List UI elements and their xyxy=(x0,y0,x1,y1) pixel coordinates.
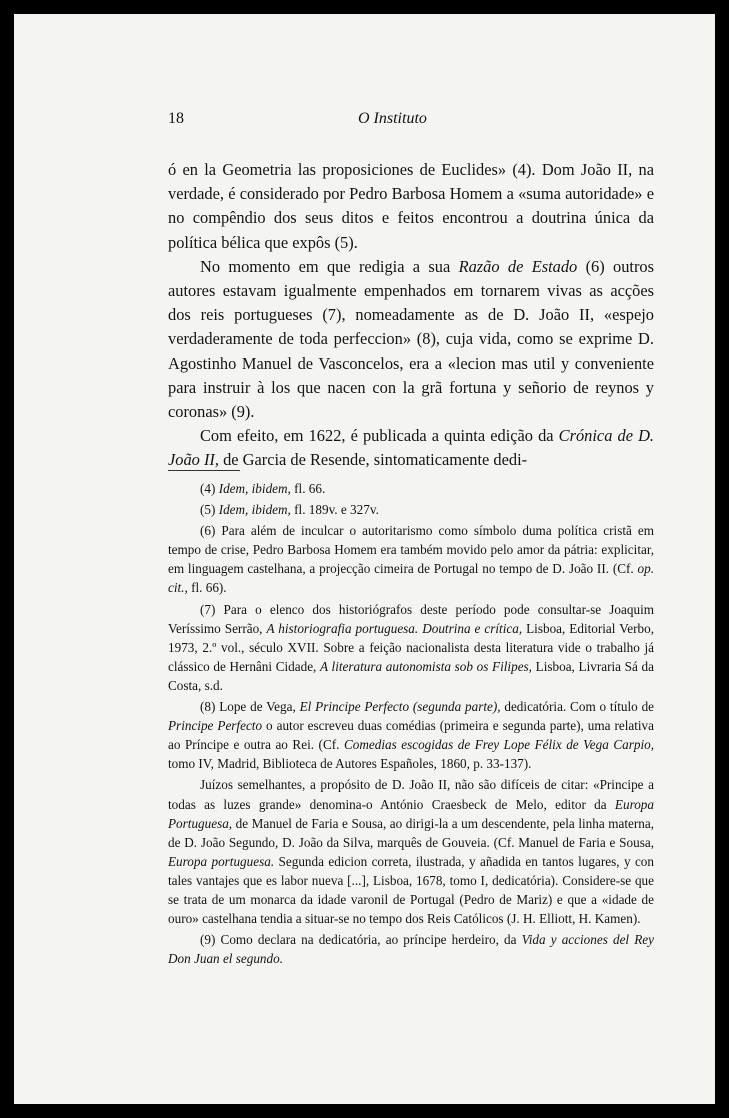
text-run: dedicatória. Com o título de xyxy=(500,699,655,715)
text-run: (6) outros autores estavam igualmente empenhados em tornarem vivas as acções dos reis portugueses (7), nomeadamente as de D. João II, «espejo verdaderamente de toda perfeccion» (8), cuja vida, como se exprime D. Agostinho Manuel de Vasconcelos, era a «lecion mas util y conveniente para instruir à los que nacen con la grã fortuna y señorio de reynos y coronas» (9). xyxy=(168,256,654,422)
text-run: (7) Para o elenco dos historiógrafos deste período pode consultar-se Joaquim Veríssimo Serrão, xyxy=(168,601,654,636)
text-run: (9) Como declara na dedicatória, ao príncipe herdeiro, da xyxy=(200,932,522,948)
text-run: tomo IV, Madrid, Biblioteca de Autores Españoles, 1860, p. 33-137). xyxy=(168,756,532,772)
paragraph xyxy=(168,255,654,424)
text-run: (8) Lope de Vega, xyxy=(200,699,300,715)
italic-text: Europa Portuguesa, xyxy=(168,796,654,831)
footnote-8 xyxy=(168,697,654,773)
footnote-9 xyxy=(168,930,654,968)
footnote-6 xyxy=(168,521,654,597)
text-run: (5) xyxy=(200,502,219,518)
text-run: No momento em que redigia a sua xyxy=(200,256,459,276)
text-run: Com efeito, em 1622, é publicada a quinta edição da xyxy=(200,426,559,446)
text-run: Segunda edicion correta, ilustrada, y añadida en tantos lugares, y con tales vantajes que es labor nueva [...], Lisboa, 1678, tomo I, dedicatória). Considere-se que se trata de um monarca da idade varonil de Portugal (Pedro de Mariz) e que a «idade de ouro» castelhana tendia a situar-se no tempo dos Reis Católicos (J. H. Elliott, H. Kamen). xyxy=(168,853,654,927)
italic-text: op. cit., xyxy=(168,561,654,596)
text-run: ó en la Geometria las proposiciones de Euclides» (4). Dom João II, na verdade, é considerado por Pedro Barbosa Homem a «suma autoridade» e no compêndio dos seus ditos e feitos encontrou a doutrina única da política bélica que expôs (5). xyxy=(168,160,654,252)
italic-text: Europa portuguesa. xyxy=(168,853,275,869)
text-run: de Garcia de Resende, sintomaticamente dedi- xyxy=(218,450,528,470)
italic-text: El Principe Perfecto (segunda parte), xyxy=(299,699,501,715)
text-run: o autor escreveu duas comédias (primeira e segunda parte), uma relativa ao Príncipe e outra ao Rei. (Cf. xyxy=(168,718,655,753)
body-text xyxy=(168,158,654,473)
footnotes xyxy=(168,479,654,970)
italic-text: A literatura autonomista sob os Filipes, xyxy=(320,658,532,674)
italic-text: Idem, ibidem, xyxy=(218,502,291,518)
text-run: fl. 66. xyxy=(290,481,326,496)
paragraph xyxy=(168,158,654,255)
italic-text: Crónica de D. João II, xyxy=(168,426,655,470)
italic-text: Vida y acciones del Rey Don Juan el segundo. xyxy=(168,932,654,967)
footnote-4 xyxy=(168,479,654,498)
italic-text: A historiografia portuguesa. Doutrina e crítica, xyxy=(266,620,523,636)
text-run: fl. 189v. e 327v. xyxy=(290,502,379,518)
page-header xyxy=(168,110,654,134)
text-run: Juízos semelhantes, a propósito de D. João II, não são difíceis de citar: «Principe a todas as luzes grande» denomina-o António Craesbeck de Melo, editor da xyxy=(168,777,654,812)
document-page xyxy=(14,14,715,1104)
italic-text: Razão de Estado xyxy=(458,256,578,276)
text-run: Lisboa, Editorial Verbo, 1973, 2.º vol., século XVII. Sobre a feição nacionalista desta literatura vide o trabalho já clássico de Hernâni Cidade, xyxy=(168,620,654,674)
footnote-7 xyxy=(168,600,654,695)
text-run: fl. 66). xyxy=(187,580,227,596)
text-run: Lisboa, Livraria Sá da Costa, s.d. xyxy=(168,658,654,693)
italic-text: Principe Perfecto xyxy=(168,718,263,734)
italic-text: Idem, ibidem, xyxy=(218,481,291,496)
paragraph xyxy=(168,424,654,472)
text-run: (6) Para além de inculcar o autoritarismo como símbolo duma política cristã em tempo de crise, Pedro Barbosa Homem era também movido pelo amor da pátria: explicitar, em linguagem castelhana, a projecção cimeira de Portugal no tempo de D. João II. (Cf. xyxy=(168,523,654,577)
footnote-8-continuation xyxy=(168,775,654,928)
text-run: de Manuel de Faria e Sousa, ao dirigi-la a um descendente, pela linha materna, de D. João Segundo, D. João da Silva, marquês de Gouveia. (Cf. Manuel de Faria e Sousa, xyxy=(168,815,654,850)
footnote-5 xyxy=(168,500,654,519)
footnote-separator xyxy=(168,470,240,471)
page-number: 18 xyxy=(168,110,184,127)
text-run: (4) xyxy=(200,481,219,496)
running-title: O Instituto xyxy=(358,110,427,127)
italic-text: Comedias escogidas de Frey Lope Félix de Vega Carpio, xyxy=(343,737,655,753)
